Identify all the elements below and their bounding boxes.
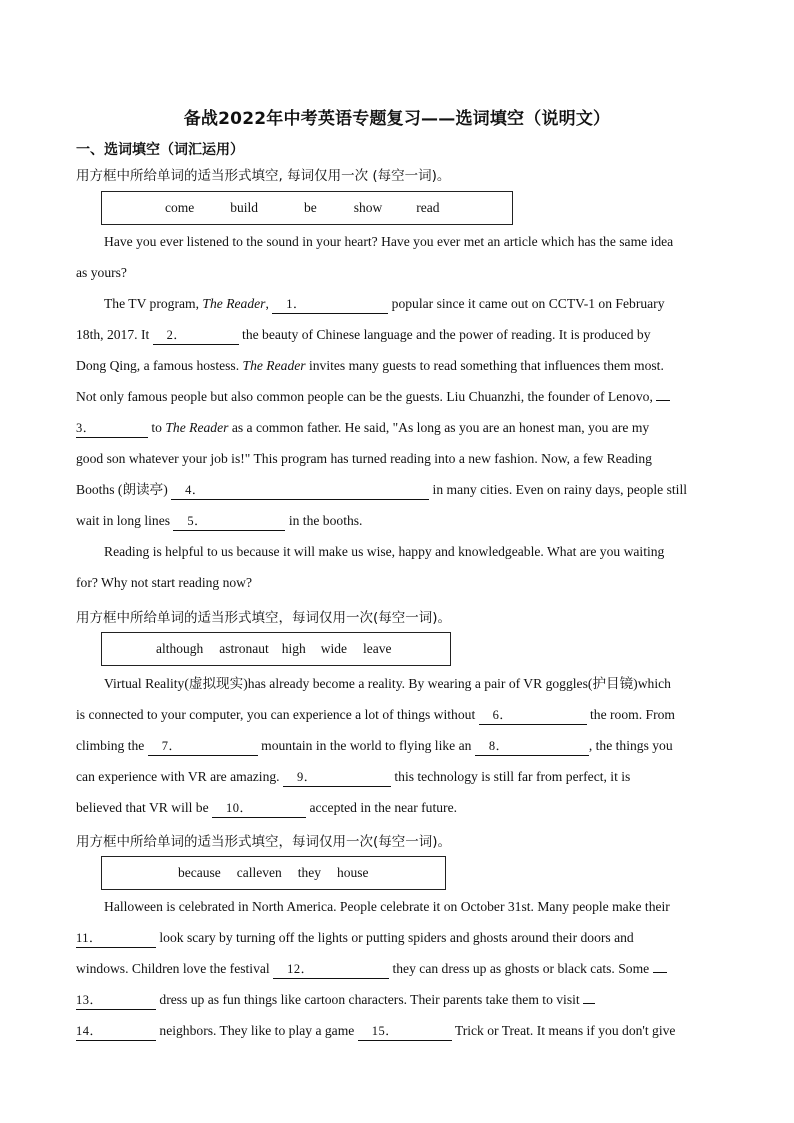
text-line: climbing the 7． mountain in the world to flying like an 8． , the things you [76,730,718,761]
box-word: build [230,200,259,215]
text-line: windows. Children love the festival 12． they can dress up as ghosts or black cats. Some [76,953,718,984]
box-word: come [165,200,195,215]
blank-6[interactable]: 6． [479,707,587,725]
box-word: astronaut [219,641,269,656]
box-word: because [178,865,221,880]
passage-3 [76,891,718,1046]
box-word: high [281,641,306,656]
text-line: Not only famous people but also common people can be the guests. Liu Chuanzhi, the founder of Lenovo, [76,381,718,412]
text-line: Booths (朗读亭) 4． in many cities. Even on rainy days, people still [76,474,718,505]
text-line: The TV program, The Reader, 1． popular since it came out on CCTV-1 on February [76,288,718,319]
blank-12[interactable]: 12． [273,961,389,979]
text-line: believed that VR will be 10． accepted in the near future. [76,792,718,823]
text-line: 11． look scary by turning off the lights or putting spiders and ghosts around their doors and [76,922,718,953]
blank-7[interactable]: 7． [148,738,258,756]
text-line: Virtual Reality(虚拟现实)has already become a reality. By wearing a pair of VR goggles(护目镜)which [104,676,671,691]
text-line: Reading is helpful to us because it will make us wise, happy and knowledgeable. What are you waiting [104,544,665,559]
instruction-3: 用方框中所给单词的适当形式填空，每词仅用一次(每空一词)。 [76,834,452,850]
blank-4[interactable]: 4． [171,482,429,500]
box-word: calleven [236,865,282,880]
text-line: as yours? [76,265,127,280]
blank-1[interactable]: 1． [272,296,388,314]
blank-13[interactable]: 13． [76,992,156,1010]
text-line: 18th, 2017. It 2． the beauty of Chinese language and the power of reading. It is produced by [76,319,718,350]
passage-2 [76,668,718,823]
blank-3[interactable]: 3． [76,420,148,438]
page-title: 备战2022年中考英语专题复习——选词填空（说明文） [183,109,611,129]
word-box-1 [101,191,513,225]
passage-1 [76,226,718,598]
box-word: be [304,200,317,215]
word-box-2 [101,632,451,666]
blank-10[interactable]: 10． [212,800,306,818]
box-word: although [156,641,204,656]
blank-14[interactable]: 14． [76,1023,156,1041]
blank-15[interactable]: 15． [358,1023,452,1041]
text-line: 13． dress up as fun things like cartoon characters. Their parents take them to visit [76,984,718,1015]
blank-11[interactable]: 11． [76,930,156,948]
text-line: for? Why not start reading now? [76,575,253,590]
text-line: Dong Qing, a famous hostess. The Reader invites many guests to read something that influences them most. [76,358,664,373]
section-heading: 一、选词填空（词汇运用） [76,142,244,158]
blank-8[interactable]: 8． [475,738,589,756]
instruction-2: 用方框中所给单词的适当形式填空，每词仅用一次(每空一词)。 [76,610,452,626]
instruction-1: 用方框中所给单词的适当形式填空, 每词仅用一次 (每空一词)。 [76,168,451,184]
text-line: 3． to The Reader as a common father. He said, "As long as you are an honest man, you are my [76,412,718,443]
word-box-3 [101,856,446,890]
text-line: good son whatever your job is!" This program has turned reading into a new fashion. Now, a few Reading [76,451,652,466]
blank-5[interactable]: 5． [173,513,285,531]
box-word: wide [320,641,348,656]
text-line: Halloween is celebrated in North America. People celebrate it on October 31st. Many people make their [104,899,670,914]
box-word: show [353,200,383,215]
box-word: they [297,865,321,880]
box-word: leave [363,641,392,656]
text-line: is connected to your computer, you can experience a lot of things without 6． the room. From [76,699,718,730]
blank-9[interactable]: 9． [283,769,391,787]
text-line: wait in long lines 5． in the booths. [76,505,718,536]
text-line: 14． neighbors. They like to play a game 15． Trick or Treat. It means if you don't give [76,1015,718,1046]
text-line: can experience with VR are amazing. 9． this technology is still far from perfect, it is [76,761,718,792]
box-word: read [416,200,440,215]
blank-2[interactable]: 2． [153,327,239,345]
text-line: Have you ever listened to the sound in your heart? Have you ever met an article which has the same idea [104,234,674,249]
box-word: house [336,865,369,880]
